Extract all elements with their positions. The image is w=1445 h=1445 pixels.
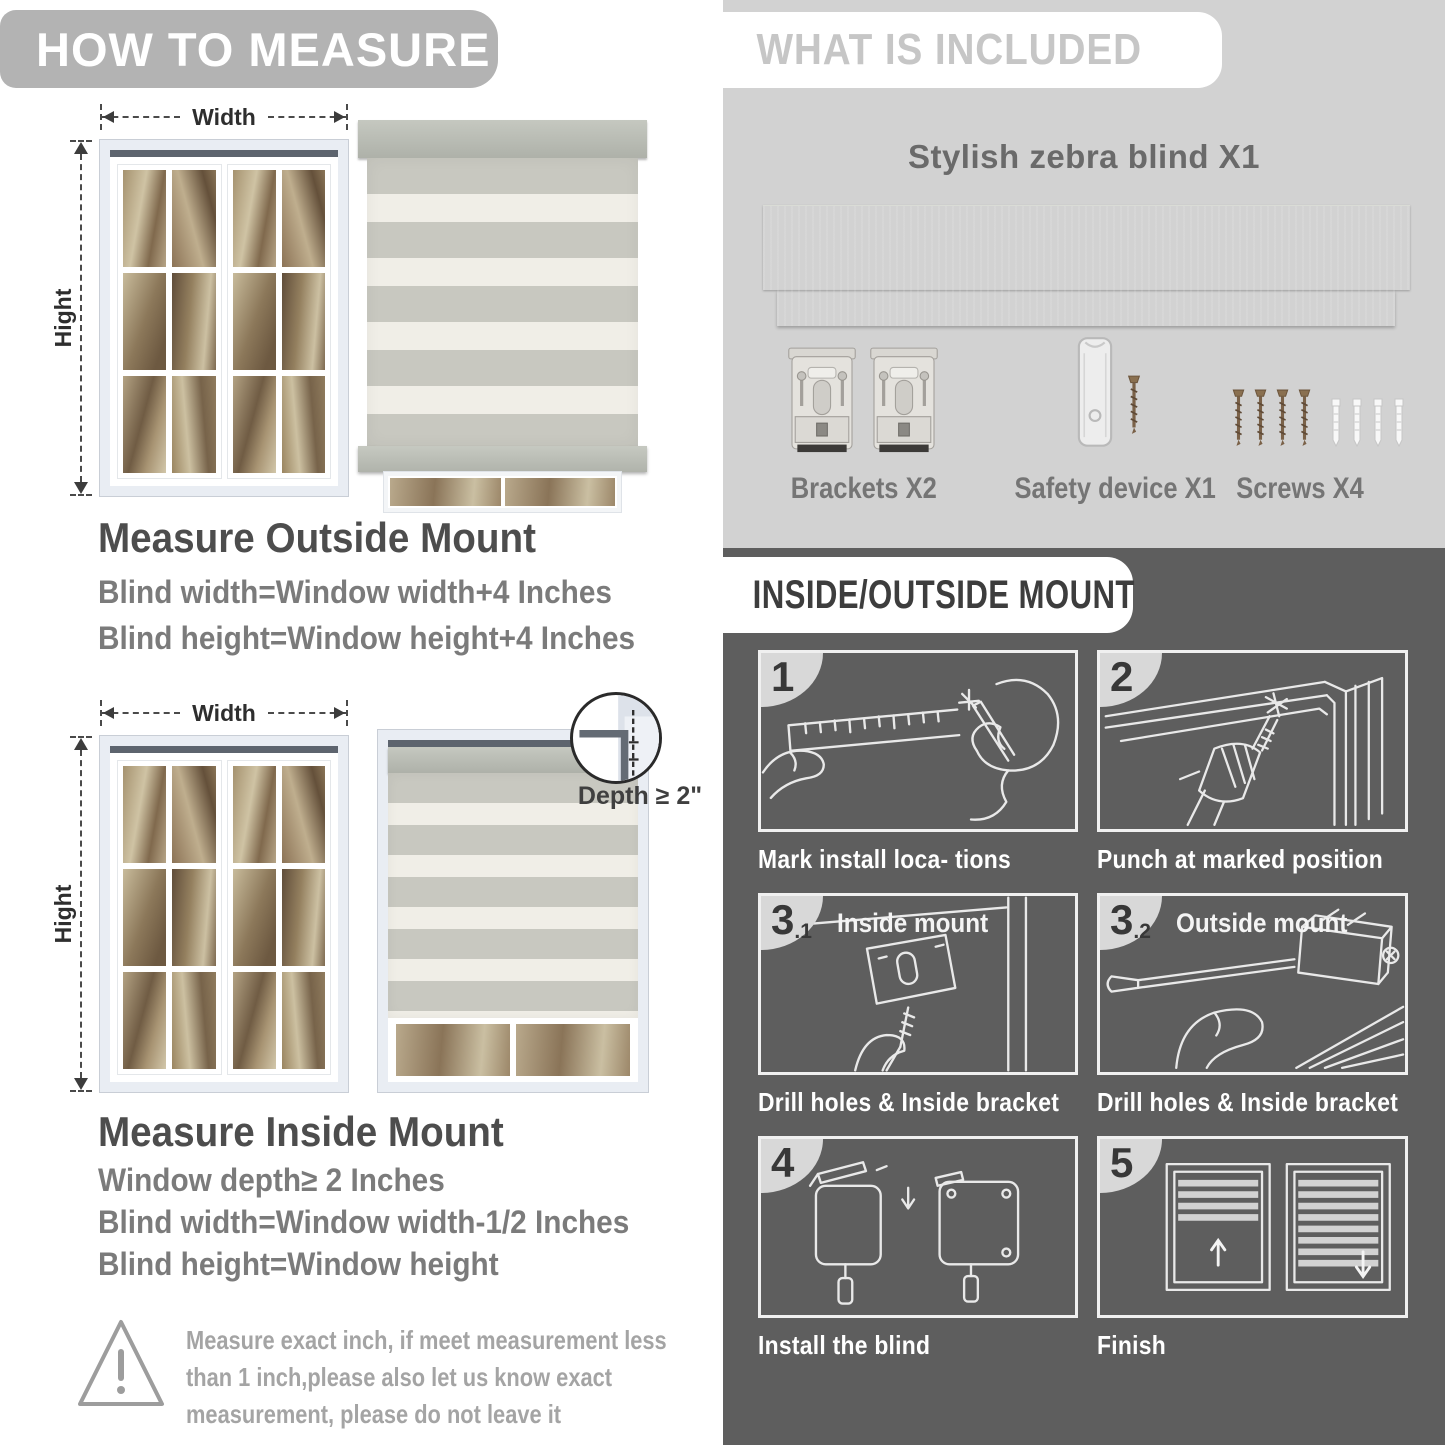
step-caption: Install the blind (758, 1330, 931, 1360)
blind-cassette (358, 120, 647, 158)
brackets-label: Brackets X2 (790, 472, 937, 505)
what-is-included-section (723, 0, 1445, 548)
safety-device-icon (1074, 336, 1116, 450)
step-panel-4 (758, 1136, 1078, 1318)
step-panel-1 (758, 650, 1078, 832)
screw-icon (1253, 388, 1268, 448)
step-caption: Drill holes & Inside bracket (758, 1087, 1060, 1117)
outside-spec-line: Blind width=Window width+4 Inches (98, 574, 612, 610)
mount-instructions-section (723, 548, 1445, 1445)
wall-anchor-icon (1350, 398, 1364, 448)
wall-anchor-icon (1392, 398, 1406, 448)
screw-icon (1231, 388, 1246, 448)
window-illustration-outside (100, 140, 348, 496)
screws-label: Screws X4 (1236, 472, 1364, 505)
window-corner-depth-icon (573, 695, 659, 781)
safety-device-label: Safety device X1 (1014, 472, 1216, 505)
what-is-included-header (723, 12, 1222, 88)
wall-anchor-icon (1371, 398, 1385, 448)
depth-detail-magnifier (570, 692, 662, 784)
bracket-icon (868, 346, 940, 466)
window-top-gap (110, 150, 338, 157)
blind-fabric (367, 158, 638, 446)
step-title: Outside mount (1176, 908, 1348, 938)
arrow-shaft (268, 116, 346, 118)
outside-spec-line: Blind height=Window height+4 Inches (98, 620, 636, 656)
screw-icon (1126, 374, 1142, 436)
screw-icon (1297, 388, 1312, 448)
window-sash (117, 164, 222, 479)
how-to-measure-title: HOW TO MEASURE (36, 22, 491, 76)
width-label: Width (192, 103, 256, 130)
safety-device-item (1023, 336, 1193, 450)
blind-bottom-rail (358, 446, 647, 472)
inside-spec-line: Window depth≥ 2 Inches (98, 1162, 445, 1198)
outside-mount-heading: Measure Outside Mount (98, 514, 536, 561)
step-number-badge: 4 (761, 1139, 823, 1193)
mount-title: INSIDE/OUTSIDE MOUNT (752, 572, 1135, 617)
window-sash (227, 760, 332, 1075)
height-label: Hight (50, 884, 76, 944)
step-caption: Mark install loca- tions (758, 844, 1011, 874)
zebra-blind-outside-illustration (358, 120, 647, 512)
measurement-warning-note (186, 1322, 758, 1433)
window-sash (117, 760, 222, 1075)
width-arrow-outside (100, 104, 348, 130)
bracket-icon (786, 346, 858, 466)
depth-label: Depth ≥ 2" (577, 782, 703, 810)
arrow-endcap (346, 104, 348, 130)
step-title: Inside mount (837, 908, 989, 938)
height-arrow-inside (50, 736, 92, 1092)
height-arrow-outside (50, 140, 92, 496)
width-arrow-inside (100, 700, 348, 726)
brackets-item (778, 346, 948, 466)
screw-icon (1275, 388, 1290, 448)
product-title: Stylish zebra blind X1 (907, 138, 1261, 175)
inside-spec-line: Blind width=Window width-1/2 Inches (98, 1204, 630, 1240)
step-panel-3-2 (1097, 893, 1408, 1075)
warning-line: Measure exact inch, if meet measurement less (186, 1325, 667, 1355)
what-is-included-title: WHAT IS INCLUDED (756, 25, 1142, 74)
rolled-blind-lower-rail (777, 290, 1395, 326)
mount-header (723, 557, 1133, 633)
step-number-badge: 5 (1100, 1139, 1162, 1193)
step-number-badge: 3.1 (761, 896, 823, 950)
screws-item (1218, 388, 1418, 448)
step-panel-2 (1097, 650, 1408, 832)
window-sash (227, 164, 332, 479)
window-illustration-inside (100, 736, 348, 1092)
wall-anchor-icon (1329, 398, 1343, 448)
step-panel-3-1 (758, 893, 1078, 1075)
step-panel-5 (1097, 1136, 1408, 1318)
inside-mount-heading: Measure Inside Mount (98, 1108, 504, 1155)
height-label: Hight (50, 288, 76, 348)
warning-line: measurement, please do not leave it (186, 1399, 562, 1429)
arrow-shaft (102, 116, 180, 118)
inside-spec-line: Blind height=Window height (98, 1246, 499, 1282)
step-number-badge: 2 (1100, 653, 1162, 707)
exclamation-triangle-icon (76, 1314, 166, 1414)
step-caption: Finish (1097, 1330, 1166, 1360)
step-number-badge: 3.2 (1100, 896, 1162, 950)
width-label: Width (192, 699, 256, 726)
window-below-blind (384, 472, 621, 512)
rolled-blind-image (763, 205, 1410, 290)
how-to-measure-header (0, 10, 498, 88)
window-below-blind (388, 1018, 638, 1082)
warning-line: than 1 inch,please also let us know exact (186, 1362, 613, 1392)
step-number-badge: 1 (761, 653, 823, 707)
step-caption: Punch at marked position (1097, 844, 1384, 874)
step-caption: Drill holes & Inside bracket (1097, 1087, 1399, 1117)
